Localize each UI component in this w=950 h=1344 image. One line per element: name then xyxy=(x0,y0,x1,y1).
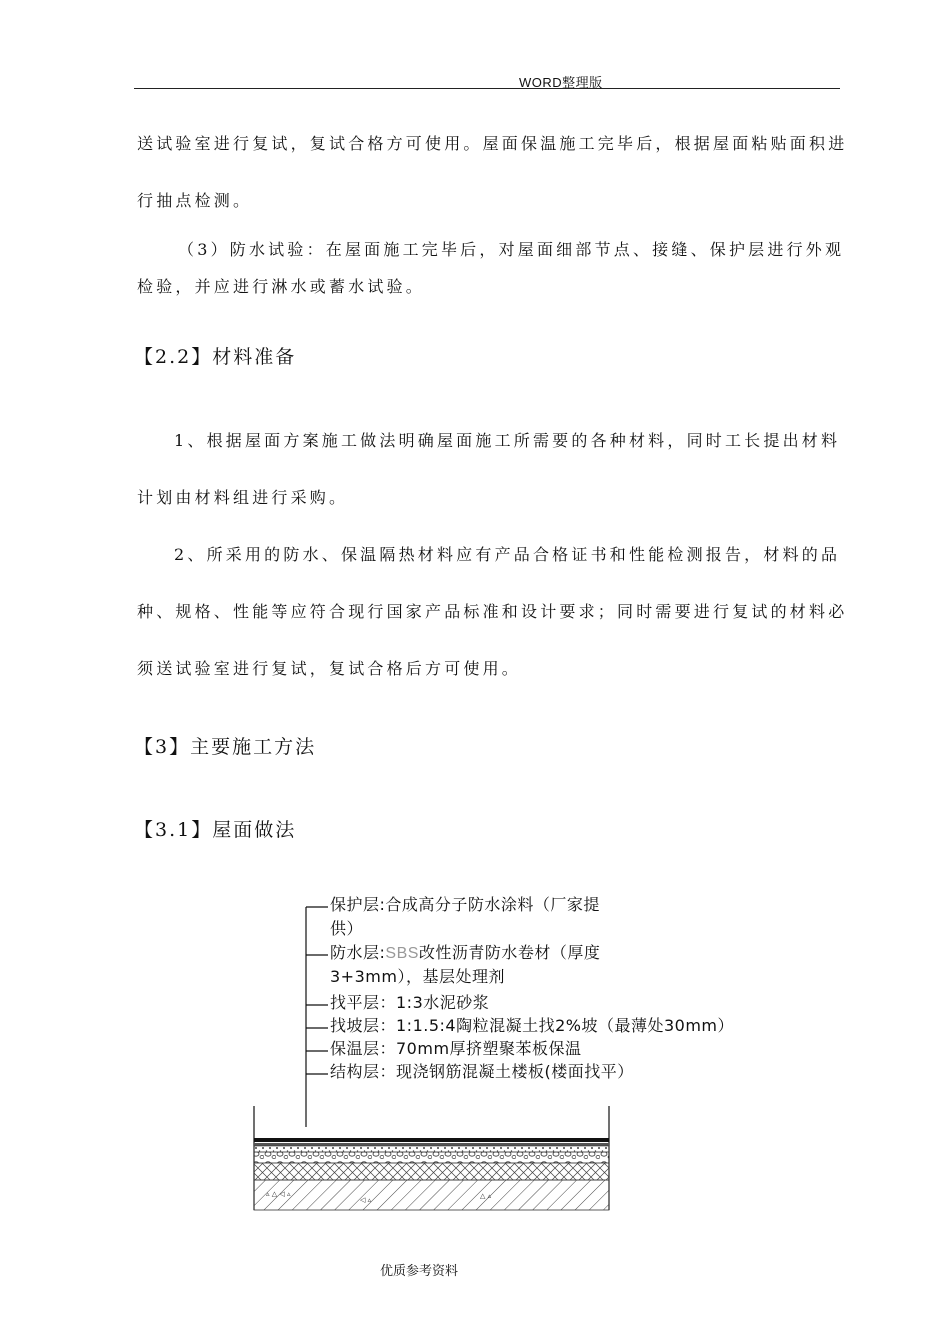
header-divider xyxy=(134,88,840,89)
layer-label-waterproof-cont: 3+3mm），基层处理剂 xyxy=(330,967,505,986)
slope-layer xyxy=(254,1152,609,1163)
svg-text:△ ▵: △ ▵ xyxy=(480,1192,492,1200)
layer-label-protective-cont: 供） xyxy=(330,919,364,938)
paragraph-line: 1、根据屋面方案施工做法明确屋面施工所需要的各种材料，同时工长提出材料 xyxy=(174,431,841,450)
paragraph-line: 检验，并应进行淋水或蓄水试验。 xyxy=(137,277,426,296)
structural-slab xyxy=(254,1180,609,1210)
layer-label-structural: 结构层：现浇钢筋混凝土楼板(楼面找平） xyxy=(330,1062,634,1081)
leveling-layer xyxy=(254,1146,609,1152)
page-header: WORD整理版 xyxy=(519,75,603,90)
paragraph-line: 种、规格、性能等应符合现行国家产品标准和设计要求；同时需要进行复试的材料必 xyxy=(137,602,848,621)
section-heading-3: 【3】主要施工方法 xyxy=(134,736,317,758)
section-heading-3-1: 【3.1】屋面做法 xyxy=(134,819,297,841)
paragraph-line: 须送试验室进行复试，复试合格后方可使用。 xyxy=(137,659,522,678)
page-footer: 优质参考资料 xyxy=(380,1264,459,1279)
section-heading-2-2: 【2.2】材料准备 xyxy=(134,346,297,368)
paragraph-line: 行抽点检测。 xyxy=(137,191,253,210)
paragraph-line: 送试验室进行复试，复试合格方可使用。屋面保温施工完毕后，根据屋面粘贴面积进 xyxy=(137,134,848,153)
paragraph-line: 计划由材料组进行采购。 xyxy=(137,488,349,507)
layer-label-leveling: 找平层：1:3水泥砂浆 xyxy=(330,993,490,1012)
layer-label-slope: 找坡层：1:1.5:4陶粒混凝土找2%坡（最薄处30mm） xyxy=(330,1016,735,1035)
waterproof-layer xyxy=(254,1143,609,1146)
layer-label-insulation: 保温层：70mm厚挤塑聚苯板保温 xyxy=(330,1039,582,1058)
insulation-layer xyxy=(254,1163,609,1180)
protective-layer xyxy=(254,1138,609,1142)
svg-text:▵ △ ◁ ▵: ▵ △ ◁ ▵ xyxy=(266,1190,291,1198)
svg-text:◁ ▵: ◁ ▵ xyxy=(360,1196,372,1204)
paragraph-line: 2、所采用的防水、保温隔热材料应有产品合格证书和性能检测报告，材料的品 xyxy=(174,545,841,564)
paragraph-line: （3）防水试验：在屋面施工完毕后，对屋面细部节点、接缝、保护层进行外观 xyxy=(178,240,845,259)
layer-label-waterproof: 防水层:SBS改性沥青防水卷材（厚度 xyxy=(330,943,601,962)
layer-label-protective: 保护层:合成高分子防水涂料（厂家提 xyxy=(330,895,600,914)
